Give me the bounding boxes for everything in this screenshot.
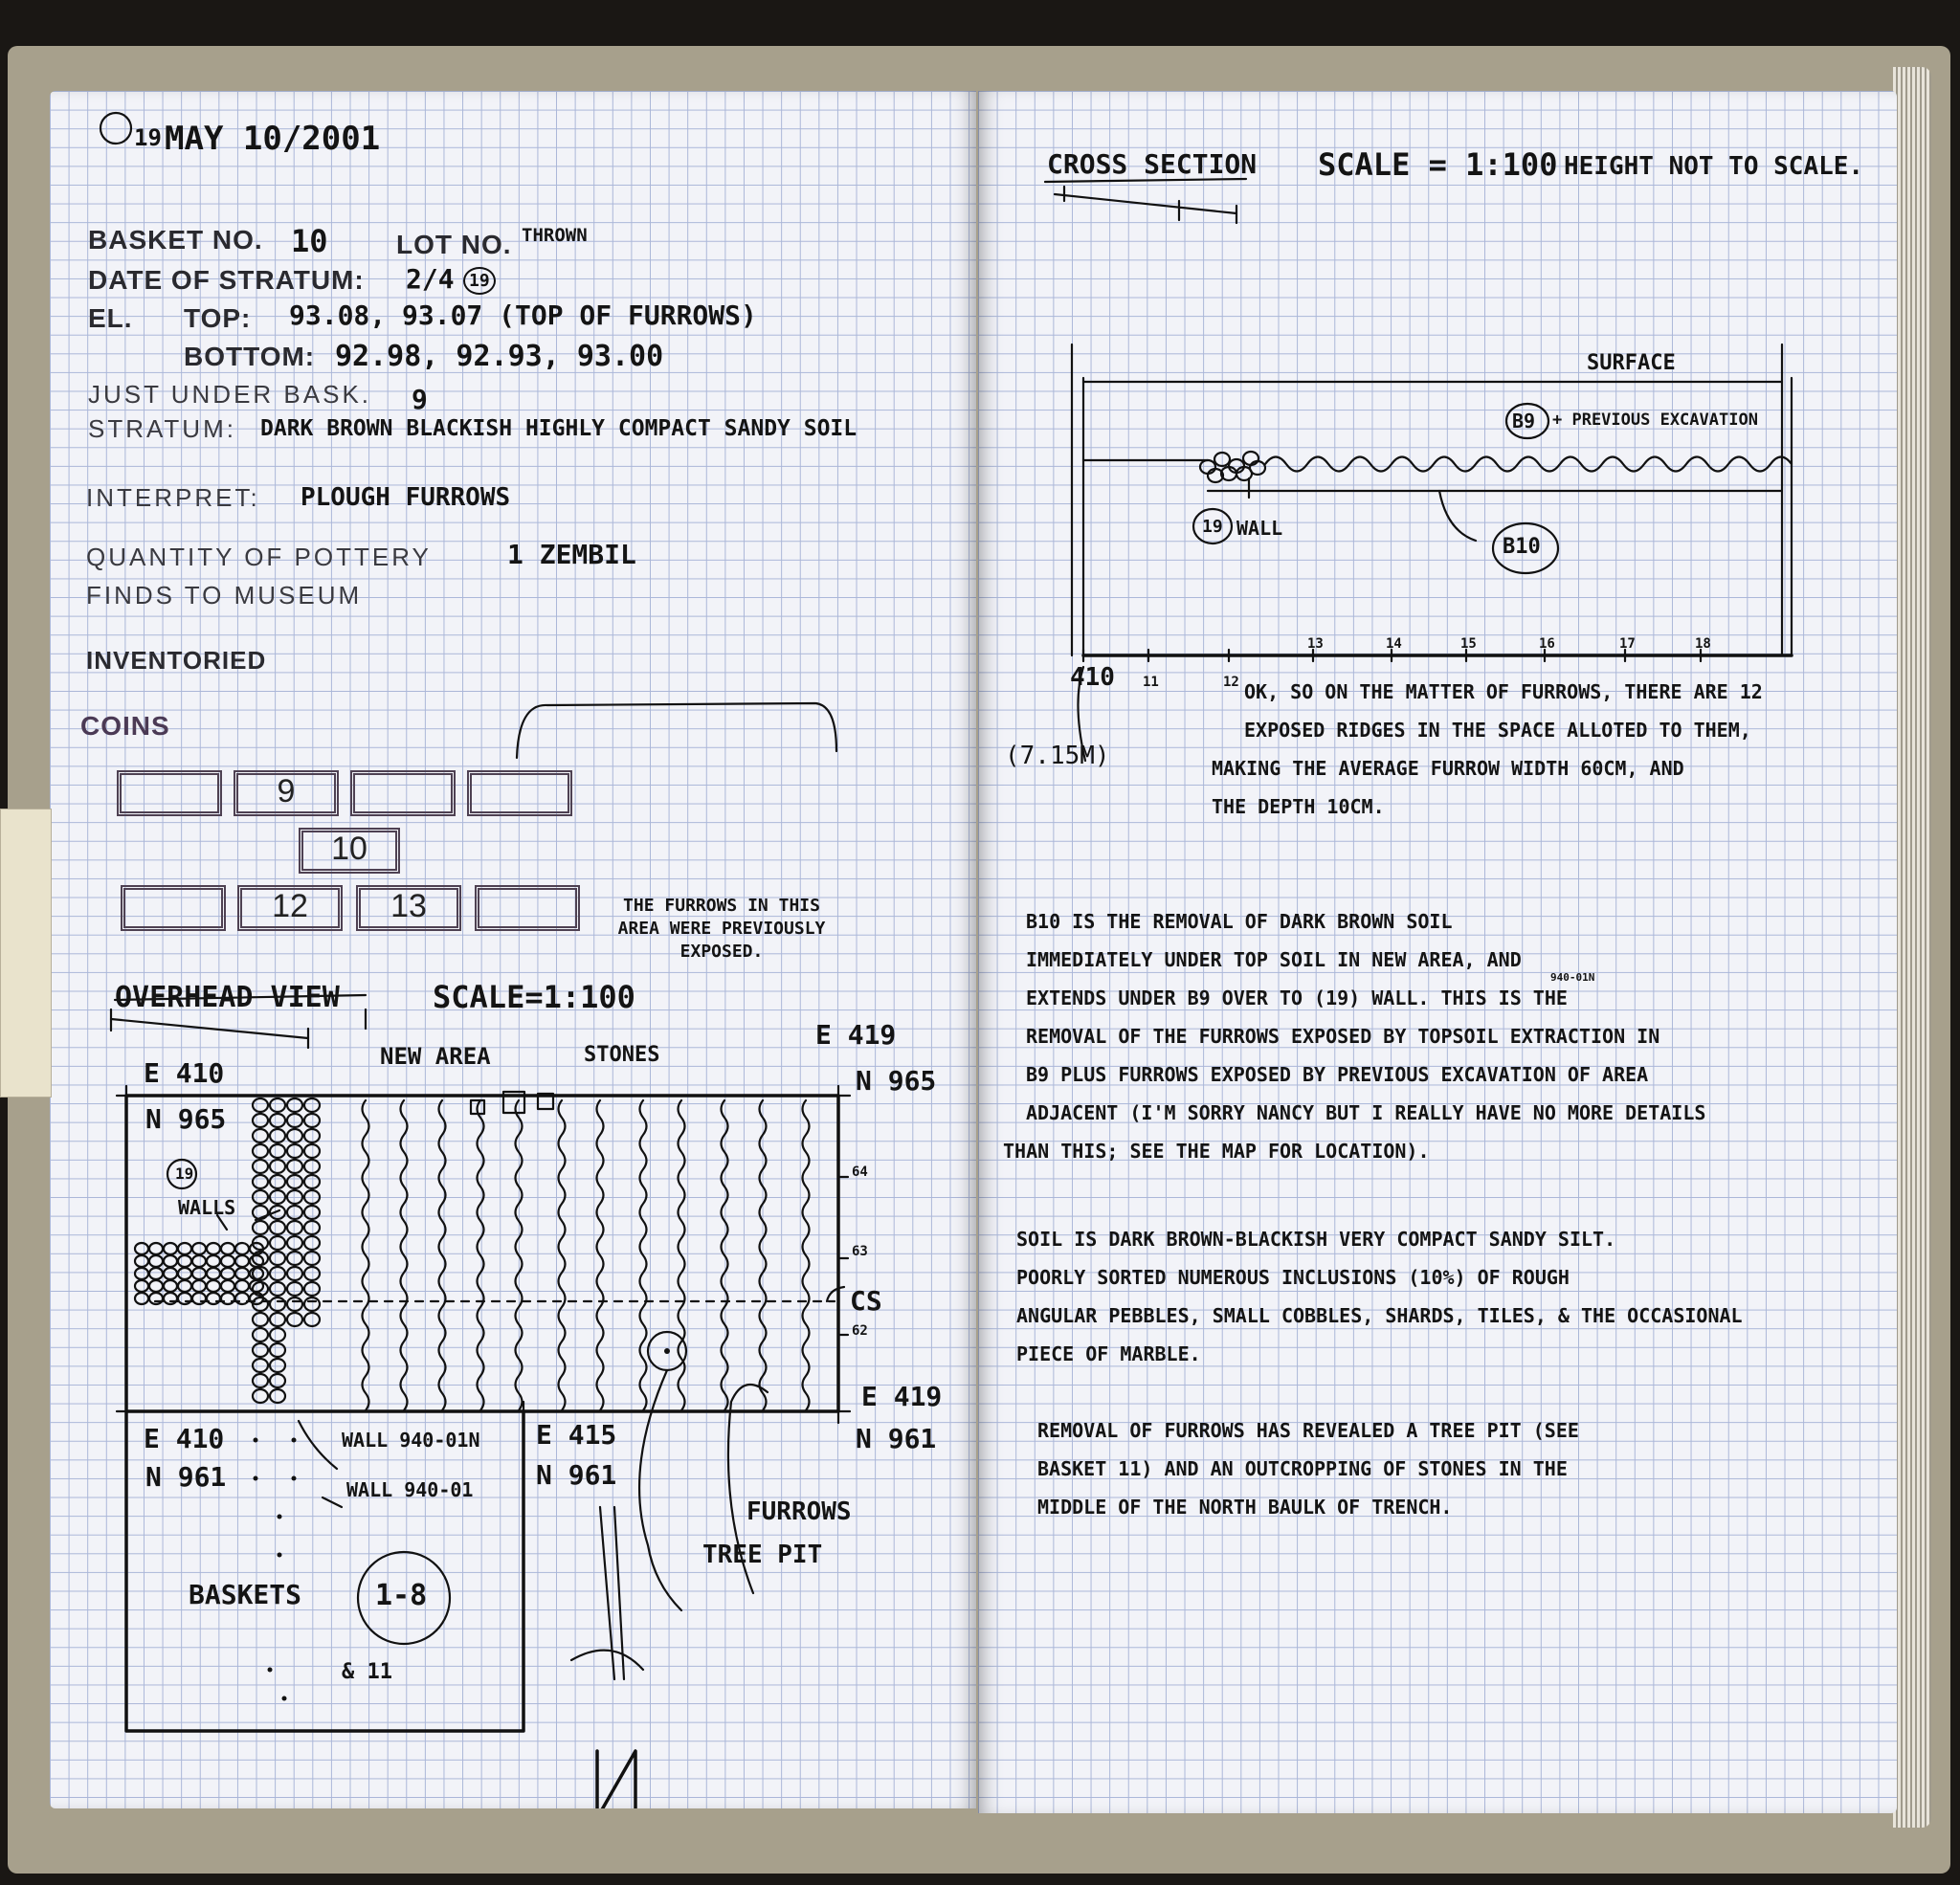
wall-stone [287,1206,302,1219]
wall-stone [270,1297,285,1311]
axis-tick-label: 18 [1695,636,1711,652]
section-stone [1200,460,1215,474]
stones-label: STONES [584,1043,660,1067]
wall-label: WALL [1236,517,1283,540]
para3 [1016,1220,1743,1373]
wall-stone [253,1221,268,1234]
wall-stone [178,1268,191,1279]
stratum-value: DARK BROWN BLACKISH HIGHLY COMPACT SANDY SOIL [260,416,858,441]
wall-stone [270,1267,285,1280]
wall-stone [304,1313,320,1326]
wall-stone [149,1293,163,1304]
wall-stone [178,1293,191,1304]
axis-tick-label: 12 [1223,675,1239,690]
previous-excavation-label: + PREVIOUS EXCAVATION [1552,410,1758,430]
grid-cell-1-1 [117,770,222,816]
finds-label: FINDS TO MUSEUM [86,581,363,610]
wall-stone [135,1293,148,1304]
para4 [1037,1411,1579,1526]
bookmark-ribbon [0,809,52,1098]
wall-stone [235,1268,249,1279]
wall-stone [149,1255,163,1267]
top-value: 93.08, 93.07 (TOP OF FURROWS) [289,299,757,331]
wall-stone [304,1221,320,1234]
para3-line: PIECE OF MARBLE. [1016,1342,1201,1365]
wall-stone [287,1282,302,1296]
grid-cell-1-2: 9 [234,770,339,816]
furrow-line [640,1100,647,1410]
surface-label: SURFACE [1587,351,1676,375]
page-edges [1893,67,1931,1828]
baskets-circle-label: 1-8 [375,1579,428,1612]
e415: E 415 [536,1419,617,1451]
new-area-label: NEW AREA [380,1043,491,1070]
wall-stone [304,1114,320,1127]
furrow-line [760,1100,767,1410]
n961-right: N 961 [856,1423,937,1454]
wall-stone [192,1268,206,1279]
wall-stone [304,1236,320,1250]
wall-stone [287,1098,302,1112]
date-of-stratum-circle: 19 [463,267,496,295]
wall-stone [135,1268,148,1279]
cs-label: CS [850,1285,882,1317]
wall-stone [253,1313,268,1326]
wall-stone [270,1129,285,1142]
grid-cell-3-1 [121,885,226,931]
el-label: EL. [88,303,133,333]
wall-stone [149,1280,163,1292]
wall-stone [135,1243,148,1254]
furrow-lines [363,1100,810,1410]
wall-stone [253,1160,268,1173]
wall-stone [304,1160,320,1173]
wall-stone [270,1328,285,1342]
wall-stone [287,1313,302,1326]
wall-stone [287,1129,302,1142]
wall-stone [253,1114,268,1127]
wall-stone [304,1282,320,1296]
tick-64: 64 [852,1164,868,1180]
pottery-label: QUANTITY OF POTTERY [86,543,432,571]
left-page [50,91,976,1808]
wall-stone [287,1175,302,1188]
wall-stone [304,1144,320,1158]
wall-stone [287,1144,302,1158]
length-label: (7.15M) [1005,742,1110,770]
wall-stone [207,1255,220,1267]
furrow-profile [1265,457,1792,472]
para2-line: IMMEDIATELY UNDER TOP SOIL IN NEW AREA, AND [1026,948,1522,971]
tree-pit-label: TREE PIT [702,1541,823,1569]
wall-stone [253,1175,268,1188]
overhead-scale: SCALE=1:100 [433,979,635,1015]
wall-stone [270,1282,285,1296]
section-stone [1214,453,1230,466]
wall-stone [149,1268,163,1279]
wall-stones [135,1098,320,1403]
wall-stone [304,1267,320,1280]
wall-stone [178,1280,191,1292]
furrow-wave [1265,457,1792,472]
wall-stone [270,1160,285,1173]
wall-stone [253,1328,268,1342]
axis-tick-label: 15 [1460,636,1477,652]
wall-stone [221,1293,234,1304]
wall-stone [304,1175,320,1188]
date-of-stratum-label: DATE OF STRATUM: [88,265,365,295]
axis-tick-label: 13 [1307,636,1324,652]
grid-cell-1-3 [350,770,456,816]
baskets-label: BASKETS [189,1579,302,1610]
n961-mid: N 961 [536,1459,617,1491]
para3-line: SOIL IS DARK BROWN-BLACKISH VERY COMPACT SANDY SILT. [1016,1228,1616,1251]
page-date [144,120,380,158]
wall-stone [253,1098,268,1112]
wall-stone [207,1280,220,1292]
wall-stone [221,1243,234,1254]
wall-stone [270,1175,285,1188]
furrow-line [401,1100,408,1410]
wall-stone [178,1255,191,1267]
wall-stone [287,1221,302,1234]
grid-note: THE FURROWS IN THIS AREA WERE PREVIOUSLY EXPOSED. [617,896,826,962]
furrow-line [597,1100,604,1410]
wall-stone [164,1293,177,1304]
wall-stone [304,1129,320,1142]
wall-stone [221,1255,234,1267]
just-under-value: 9 [412,384,428,415]
para1-line: EXPOSED RIDGES IN THE SPACE ALLOTED TO THEM, [1244,719,1751,742]
para2-line: B9 PLUS FURROWS EXPOSED BY PREVIOUS EXCAVATION OF AREA [1026,1063,1649,1086]
wall-stone [270,1144,285,1158]
note-bracket [517,703,836,758]
wall-stone [253,1343,268,1357]
para4-line: BASKET 11) AND AN OUTCROPPING OF STONES IN THE [1037,1457,1568,1480]
overhead-title: OVERHEAD VIEW [115,981,340,1014]
just-under-label: JUST UNDER BASK. [88,380,372,409]
axis-tick-label: 14 [1386,636,1402,652]
bottom-value: 92.98, 92.93, 93.00 [335,340,664,373]
wall-profile-stones [1200,452,1265,482]
wall-stone [192,1255,206,1267]
page-date-text: MAY 10/2001 [165,120,381,158]
wall-stone [270,1190,285,1204]
tick-62: 62 [852,1323,868,1339]
basket-label: BASKET NO. [88,225,263,255]
date-of-stratum-value: 2/4 [406,263,455,295]
para1-line: MAKING THE AVERAGE FURROW WIDTH 60CM, AND [1212,757,1684,780]
section-frame [1072,344,1792,655]
e410-top: E 410 [144,1057,225,1089]
para2-line: REMOVAL OF THE FURROWS EXPOSED BY TOPSOIL EXTRACTION IN [1026,1025,1660,1048]
wall-stone [207,1243,220,1254]
grid-cell-3-2: 12 [237,885,343,931]
wall-stone [221,1280,234,1292]
para1-line: THE DEPTH 10CM. [1212,795,1385,818]
wall-stone [270,1221,285,1234]
interpret-value: PLOUGH FURROWS [301,483,511,512]
wall-stone [270,1359,285,1372]
wall-stone [270,1236,285,1250]
right-page [978,91,1897,1813]
wall-stone [270,1098,285,1112]
para2 [1003,902,1706,1170]
wall-stone [270,1374,285,1387]
wall-stone [287,1114,302,1127]
axis-tick-label: 17 [1619,636,1636,652]
wall-stone [235,1243,249,1254]
north-arrow [571,1507,643,1679]
overhead-scale-bar [111,1019,308,1038]
wall-stone [270,1114,285,1127]
furrow-line [439,1100,446,1410]
tick-63: 63 [852,1244,868,1259]
para2-line: EXTENDS UNDER B9 OVER TO (19) WALL. THIS IS THE [1026,987,1568,1009]
axis-tick-label: 16 [1539,636,1555,652]
wall-stone [253,1389,268,1403]
wall-stone [253,1144,268,1158]
cross-section-title: CROSS SECTION [1047,148,1258,180]
wall-stone [149,1243,163,1254]
wall-stone [164,1243,177,1254]
wall-stone [287,1160,302,1173]
cross-section-scale-bar [1055,187,1236,223]
b10-circle-label: B10 [1503,535,1541,559]
para1-line: OK, SO ON THE MATTER OF FURROWS, THERE ARE 12 [1244,680,1763,703]
page-number: 19 [134,124,162,151]
furrow-line [478,1100,484,1410]
wall-stone [164,1268,177,1279]
inventoried-label: INVENTORIED [86,646,267,675]
wall-stone [192,1243,206,1254]
grid-cell-2-1: 10 [299,828,400,874]
wall-stone [287,1297,302,1311]
grid-cell-1-4 [467,770,572,816]
page-number-circle [100,113,131,144]
n961-left: N 961 [145,1461,227,1493]
furrow-line [559,1100,566,1410]
walls-circle-label: 19 [175,1164,194,1183]
wall-stone [253,1190,268,1204]
wall-stone [304,1098,320,1112]
para2-line: B10 IS THE REMOVAL OF DARK BROWN SOIL [1026,910,1453,933]
para1 [1212,673,1763,826]
wall-stone [270,1343,285,1357]
furrows-label: FURROWS [746,1497,852,1526]
wall-circle-label: 19 [1202,517,1223,537]
wall-940-01-label: WALL 940-01 [346,1478,474,1501]
height-note: HEIGHT NOT TO SCALE. [1564,152,1864,181]
wall-stone [287,1190,302,1204]
wall-stone [164,1280,177,1292]
wall-stone [253,1359,268,1372]
axis-tick-label: 11 [1143,675,1159,690]
wall-stone [235,1280,249,1292]
wall-stone [287,1267,302,1280]
walls-label: WALLS [178,1196,236,1219]
wall-stone [304,1297,320,1311]
wall-stone [235,1293,249,1304]
wall-stone [221,1268,234,1279]
wall-stone [135,1280,148,1292]
para3-line: POORLY SORTED NUMEROUS INCLUSIONS (10%) OF ROUGH [1016,1266,1570,1289]
pottery-value: 1 ZEMBIL [507,539,636,570]
axis-tick-label: 410 [1070,663,1115,692]
wall-stone [253,1129,268,1142]
n965-right: N 965 [856,1065,937,1097]
basket-value: 10 [291,223,328,259]
e419-mid: E 419 [861,1381,943,1412]
wall-stone [270,1252,285,1265]
para4-line: REMOVAL OF FURROWS HAS REVEALED A TREE PIT (SEE [1037,1419,1579,1442]
wall-stone [207,1293,220,1304]
wall-stone [207,1268,220,1279]
para3-line: ANGULAR PEBBLES, SMALL COBBLES, SHARDS, TILES, & THE OCCASIONAL [1016,1304,1743,1327]
furrow-line [363,1100,369,1410]
baskets-extra: & 11 [342,1660,392,1684]
wall-stone [178,1243,191,1254]
e419-top: E 419 [815,1019,897,1051]
stratum-label: STRATUM: [88,414,236,443]
furrow-line [516,1100,523,1410]
coins-label: COINS [80,711,170,741]
para2-insert: 940-01N [1550,971,1595,984]
wall-stone [253,1374,268,1387]
bottom-label: BOTTOM: [184,342,316,371]
cross-section-scale: SCALE = 1:100 [1318,146,1558,183]
wall-stone [270,1313,285,1326]
b9-circle-label: B9 [1512,410,1536,432]
wall-stone [287,1236,302,1250]
para2-line: THAN THIS; SEE THE MAP FOR LOCATION). [1003,1140,1430,1163]
wall-stone [304,1206,320,1219]
para2-line: ADJACENT (I'M SORRY NANCY BUT I REALLY HAVE NO MORE DETAILS [1026,1101,1706,1124]
north-letter [597,1751,635,1808]
wall-stone [270,1389,285,1403]
e410-mid: E 410 [144,1423,225,1454]
wall-940-01n-label: WALL 940-01N [342,1429,480,1452]
wall-stone [164,1255,177,1267]
lot-label: LOT NO. [396,230,512,259]
furrow-line [803,1100,810,1410]
grid-cell-3-3: 13 [356,885,461,931]
wall-stone [235,1255,249,1267]
grid-cell-3-4 [475,885,580,931]
top-label: TOP: [184,303,252,333]
para4-line: MIDDLE OF THE NORTH BAULK OF TRENCH. [1037,1496,1453,1519]
wall-stone [135,1255,148,1267]
wall-stone [192,1280,206,1292]
lot-value: THROWN [522,225,588,246]
wall-stone [192,1293,206,1304]
wall-stone [304,1190,320,1204]
n965-left: N 965 [145,1103,227,1135]
interpret-label: INTERPRET: [86,483,260,512]
wall-stone [287,1252,302,1265]
wall-stone [304,1252,320,1265]
furrow-line [722,1100,728,1410]
